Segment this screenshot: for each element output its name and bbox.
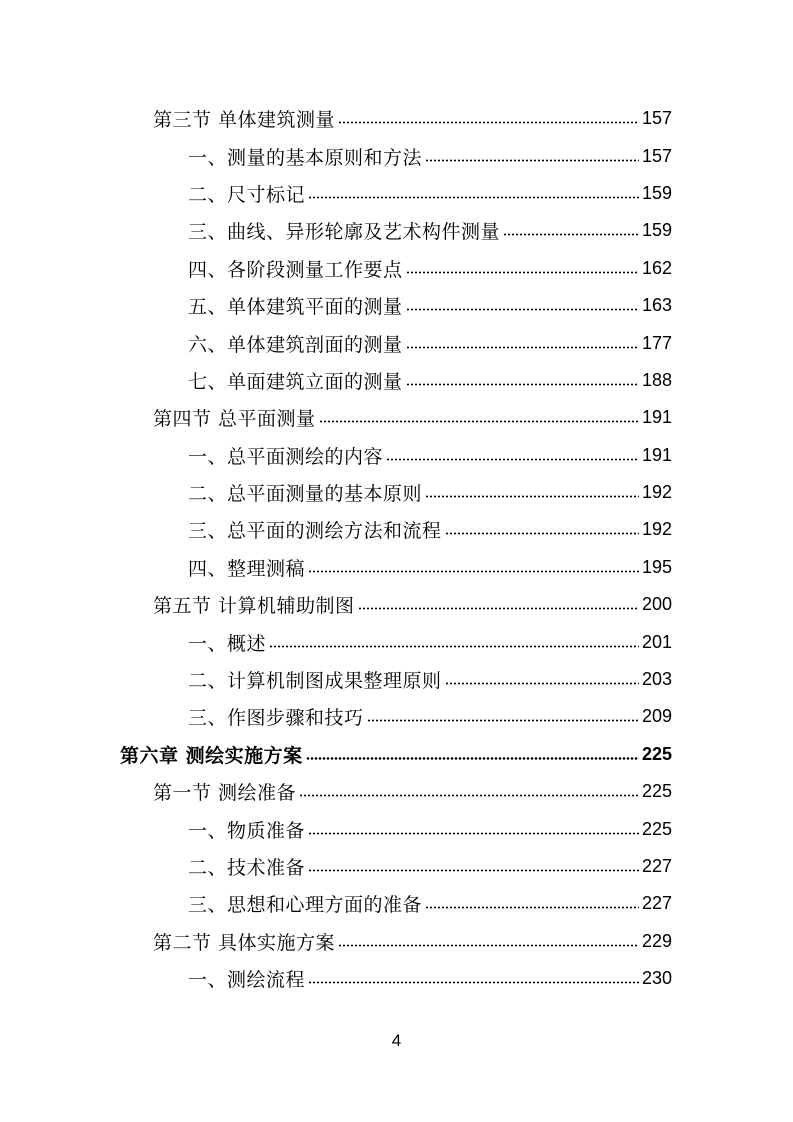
toc-entry-title: 三、总平面的测绘方法和流程 [188,520,442,543]
toc-entry-title: 六、单体建筑剖面的测量 [188,333,403,356]
dot-leader [445,532,639,535]
toc-entry-title: 四、各阶段测量工作要点 [188,258,403,281]
dot-leader [269,645,639,648]
toc-entry-page: 157 [641,108,672,129]
toc-section-entry[interactable] [0,923,793,960]
dot-leader [425,159,639,162]
toc-subsection-entry[interactable] [0,287,793,324]
toc-entry-title: 一、物质准备 [188,819,306,842]
toc-subsection-entry[interactable] [0,212,793,249]
dot-leader [338,121,639,124]
dot-leader [299,794,639,797]
dot-leader [308,832,639,835]
dot-leader [406,383,639,386]
toc-section-entry[interactable] [0,100,793,137]
dot-leader [367,719,639,722]
toc-entry-title: 第三节 单体建筑测量 [153,109,336,132]
toc-entry-title: 三、思想和心理方面的准备 [188,894,423,917]
toc-section-entry[interactable] [0,399,793,436]
toc-entry-page: 225 [641,781,672,802]
toc-entry-page: 230 [641,968,672,989]
toc-subsection-entry[interactable] [0,623,793,660]
toc-entry-title: 一、测量的基本原则和方法 [188,146,423,169]
toc-entry-page: 229 [641,930,672,951]
toc-entry-page: 188 [641,369,672,390]
toc-entry-title: 第四节 总平面测量 [153,408,316,431]
dot-leader [406,346,639,349]
toc-entry-title: 二、计算机制图成果整理原则 [188,670,442,693]
toc-entry-title: 第一节 测绘准备 [153,782,297,805]
toc-subsection-entry[interactable] [0,549,793,586]
toc-entry-page: 195 [641,556,672,577]
toc-entry-page: 227 [641,893,672,914]
toc-entry-title: 第二节 具体实施方案 [153,931,336,954]
dot-leader [338,944,639,947]
toc-subsection-entry[interactable] [0,885,793,922]
toc-entry-page: 201 [641,631,672,652]
dot-leader [425,906,639,909]
table-of-contents [0,100,793,997]
toc-entry-page: 162 [641,257,672,278]
toc-subsection-entry[interactable] [0,362,793,399]
toc-entry-page: 191 [641,444,672,465]
toc-entry-page: 177 [641,332,672,353]
dot-leader [319,420,639,423]
toc-entry-title: 一、测绘流程 [188,969,306,992]
dot-leader [306,757,639,760]
toc-entry-title: 一、概述 [188,632,267,655]
dot-leader [308,981,639,984]
toc-entry-page: 191 [641,407,672,428]
toc-entry-page: 157 [641,145,672,166]
toc-entry-title: 第六章 测绘实施方案 [120,744,303,767]
toc-entry-title: 二、技术准备 [188,857,306,879]
toc-subsection-entry[interactable] [0,250,793,287]
toc-entry-title: 三、曲线、异形轮廓及艺术构件测量 [188,221,501,244]
dot-leader [358,607,639,610]
toc-section-entry[interactable] [0,773,793,810]
toc-subsection-entry[interactable] [0,437,793,474]
dot-leader [308,869,639,872]
dot-leader [503,233,639,236]
dot-leader [308,196,639,199]
toc-subsection-entry[interactable] [0,848,793,885]
toc-subsection-entry[interactable] [0,474,793,511]
dot-leader [386,458,639,461]
toc-entry-page: 225 [641,818,672,839]
toc-entry-page: 225 [641,743,672,764]
toc-subsection-entry[interactable] [0,137,793,174]
page-number: 4 [391,1031,402,1050]
toc-section-entry[interactable] [0,586,793,623]
toc-entry-page: 192 [641,482,672,503]
toc-entry-title: 四、整理测稿 [188,557,306,580]
toc-entry-title: 二、尺寸标记 [188,183,306,206]
toc-subsection-entry[interactable] [0,661,793,698]
toc-entry-page: 200 [641,594,672,615]
dot-leader [406,308,639,311]
toc-entry-page: 163 [641,295,672,316]
toc-subsection-entry[interactable] [0,511,793,548]
dot-leader [425,495,639,498]
toc-entry-page: 159 [641,220,672,241]
toc-entry-page: 159 [641,182,672,203]
toc-subsection-entry[interactable] [0,810,793,847]
toc-subsection-entry[interactable] [0,175,793,212]
toc-entry-page: 209 [641,706,672,727]
toc-entry-title: 七、单面建筑立面的测量 [188,370,403,393]
toc-chapter-entry[interactable] [0,736,793,773]
dot-leader [445,682,639,685]
toc-entry-page: 203 [641,669,672,690]
toc-entry-title: 第五节 计算机辅助制图 [153,595,355,618]
toc-subsection-entry[interactable] [0,698,793,735]
toc-entry-title: 二、总平面测量的基本原则 [188,483,423,506]
dot-leader [406,271,639,274]
toc-entry-title: 三、作图步骤和技巧 [188,707,364,730]
toc-entry-page: 192 [641,519,672,540]
toc-entry-page: 227 [641,856,672,876]
toc-entry-title: 一、总平面测绘的内容 [188,445,384,468]
toc-subsection-entry[interactable] [0,960,793,997]
toc-subsection-entry[interactable] [0,324,793,361]
toc-entry-title: 五、单体建筑平面的测量 [188,296,403,319]
dot-leader [308,570,639,573]
